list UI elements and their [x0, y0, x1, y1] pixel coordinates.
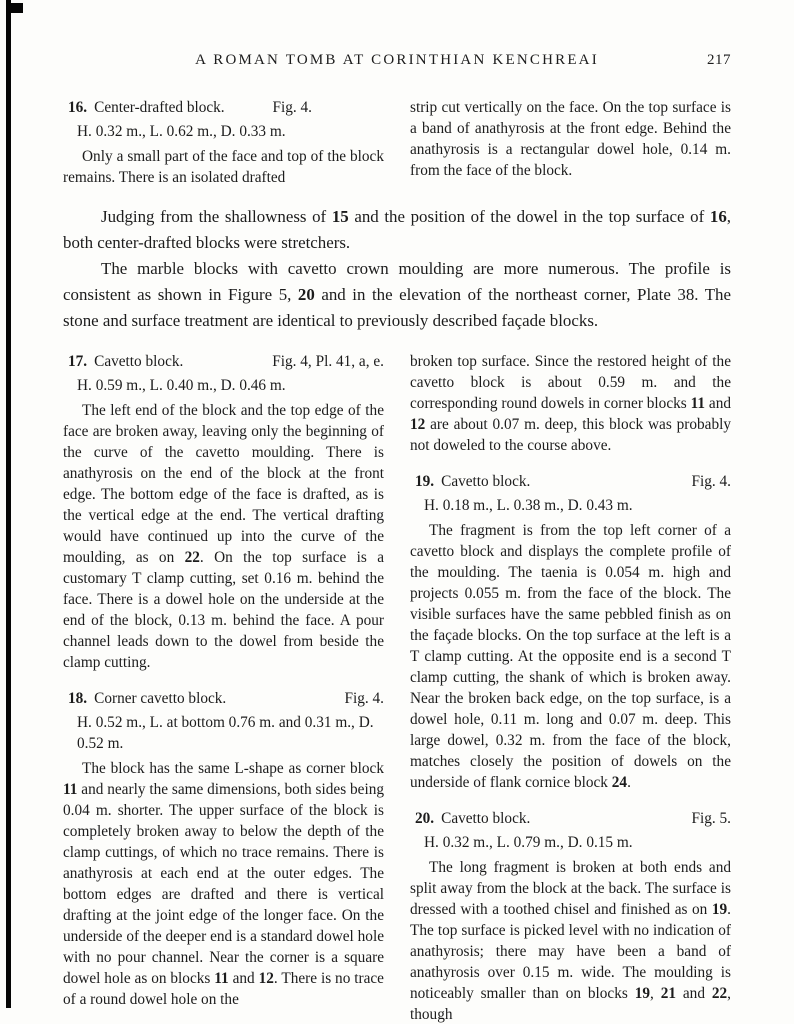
entry-18 [63, 688, 384, 1010]
figure-reference: Fig. 4, Pl. 41, a, e. [272, 353, 384, 370]
entry-20 [410, 808, 731, 1024]
main-right-column [410, 351, 731, 1024]
entry-number: 20. [415, 810, 435, 827]
entry-title-line [415, 471, 530, 492]
scan-edge-artifact [6, 0, 11, 1008]
paragraph-cavetto-intro: The marble blocks with cavetto crown moulding are more numerous. The profile is consistent as shown in Figure 5, 20 and in the elevation of the northeast corner, Plate 38. The stone and surface treatment are identical to previously described façade blocks. [63, 259, 731, 330]
paragraph-stretchers: Judging from the shallowness of 15 and the position of the dowel in the top surface of 16, both center-drafted blocks were stretchers. [63, 207, 731, 252]
entry-18-dimensions: H. 0.52 m., L. at bottom 0.76 m. and 0.31 m., D. 0.52 m. [77, 714, 374, 752]
entry-17-dimensions: H. 0.59 m., L. 0.40 m., D. 0.46 m. [77, 377, 286, 394]
entry-number: 18. [68, 690, 88, 707]
entry-17-body: The left end of the block and the top edge of the face are broken away, leaving only the beginning of the curve of the cavetto moulding. There is anathyrosis on the end of the block at the front edge. The bottom edge of the face is drafted, as is the vertical edge at the end. The vertical drafting would have continued up into the curve of the moulding, as on 22. On the top surface is a customary T clamp cutting, set 0.16 m. behind the face. There is a dowel hole on the underside at the end of the block, 0.13 m. behind the face. A pour channel leads down to the dowel from beside the clamp cutting. [63, 402, 384, 671]
entry-19 [410, 471, 731, 793]
entry-title: Center-drafted block. [94, 99, 225, 116]
entry-18-body-continued: broken top surface. Since the restored height of the cavetto block is about 0.59 m. and the corresponding round dowels in corner blocks 11 and 12 are about 0.07 m. deep, this block was probably not doweled to the course above. [410, 353, 731, 454]
figure-reference: Fig. 4. [272, 99, 312, 116]
page-number: 217 [707, 52, 731, 68]
entry-16 [63, 97, 384, 188]
figure-reference: Fig. 4. [691, 473, 731, 490]
running-title: A ROMAN TOMB AT CORINTHIAN KENCHREAI [195, 52, 599, 68]
entry-title: Corner cavetto block. [94, 690, 227, 707]
entry-title: Cavetto block. [441, 810, 531, 827]
entry-title: Cavetto block. [94, 353, 184, 370]
scan-corner-mark [7, 3, 23, 13]
entry-title-line [68, 351, 183, 372]
figure-reference: Fig. 4. [344, 690, 384, 707]
entry-20-dimensions: H. 0.32 m., L. 0.79 m., D. 0.15 m. [424, 834, 633, 851]
entry-19-dimensions: H. 0.18 m., L. 0.38 m., D. 0.43 m. [424, 497, 633, 514]
running-head [63, 52, 731, 69]
top-section [63, 97, 731, 188]
entry-17-heading [63, 351, 384, 372]
entry-18-body: The block has the same L-shape as corner block 11 and nearly the same dimensions, both sides being 0.04 m. shorter. The upper surface of the block is completely broken away to below the depth of the clamp cuttings, of which no trace remains. There is anathyrosis at each end at the outer edges. The bottom edges are drafted and there is vertical drafting at the joint edge of the longer face. On the underside of the deeper end is a standard dowel hole with no pour channel. Near the corner is a square dowel hole as on blocks 11 and 12. There is no trace of a round dowel hole on the [63, 760, 384, 1008]
entry-20-heading [410, 808, 731, 829]
entry-19-heading [410, 471, 731, 492]
entry-18-heading [63, 688, 384, 709]
entry-16-heading [63, 97, 384, 118]
entry-16-dimensions: H. 0.32 m., L. 0.62 m., D. 0.33 m. [77, 123, 286, 140]
entry-title-line [68, 97, 225, 118]
top-right-column [410, 97, 731, 181]
figure-reference: Fig. 5. [691, 810, 731, 827]
full-width-section [63, 204, 731, 334]
entry-16-body-continued: strip cut vertically on the face. On the top surface is a band of anathyrosis at the front edge. Behind the anathyrosis is a rectangular dowel hole, 0.14 m. from the face of the block. [410, 99, 731, 179]
entry-title: Cavetto block. [441, 473, 531, 490]
top-left-column [63, 97, 384, 188]
entry-20-body: The long fragment is broken at both ends and split away from the block at the back. The surface is dressed with a toothed chisel and finished as on 19. The top surface is picked level with no indication of anathyrosis; there may have been a band of anathyrosis over 0.15 m. wide. The moulding is noticeably smaller than on blocks 19, 21 and 22, though [410, 859, 731, 1023]
entry-number: 16. [68, 99, 88, 116]
entry-number: 17. [68, 353, 88, 370]
entry-16-body: Only a small part of the face and top of the block remains. There is an isolated drafted [63, 148, 384, 186]
main-left-column [63, 351, 384, 1010]
entry-title-line [68, 688, 226, 709]
entry-17 [63, 351, 384, 673]
main-section [63, 351, 731, 1024]
page-content [63, 52, 731, 1024]
entry-title-line [415, 808, 530, 829]
entry-19-body: The fragment is from the top left corner of a cavetto block and displays the complete profile of the moulding. The taenia is 0.054 m. high and projects 0.055 m. from the face of the block. The visible surfaces have the same pebbled finish as on the façade blocks. On the top surface at the left is a T clamp cutting. At the opposite end is a second T clamp cutting, the shank of which is broken away. Near the broken back edge, on the top surface, is a dowel hole, 0.11 m. long and 0.07 m. deep. This large dowel, 0.32 m. from the face of the block, matches closely the position of dowels on the underside of flank cornice block 24. [410, 522, 731, 791]
entry-number: 19. [415, 473, 435, 490]
